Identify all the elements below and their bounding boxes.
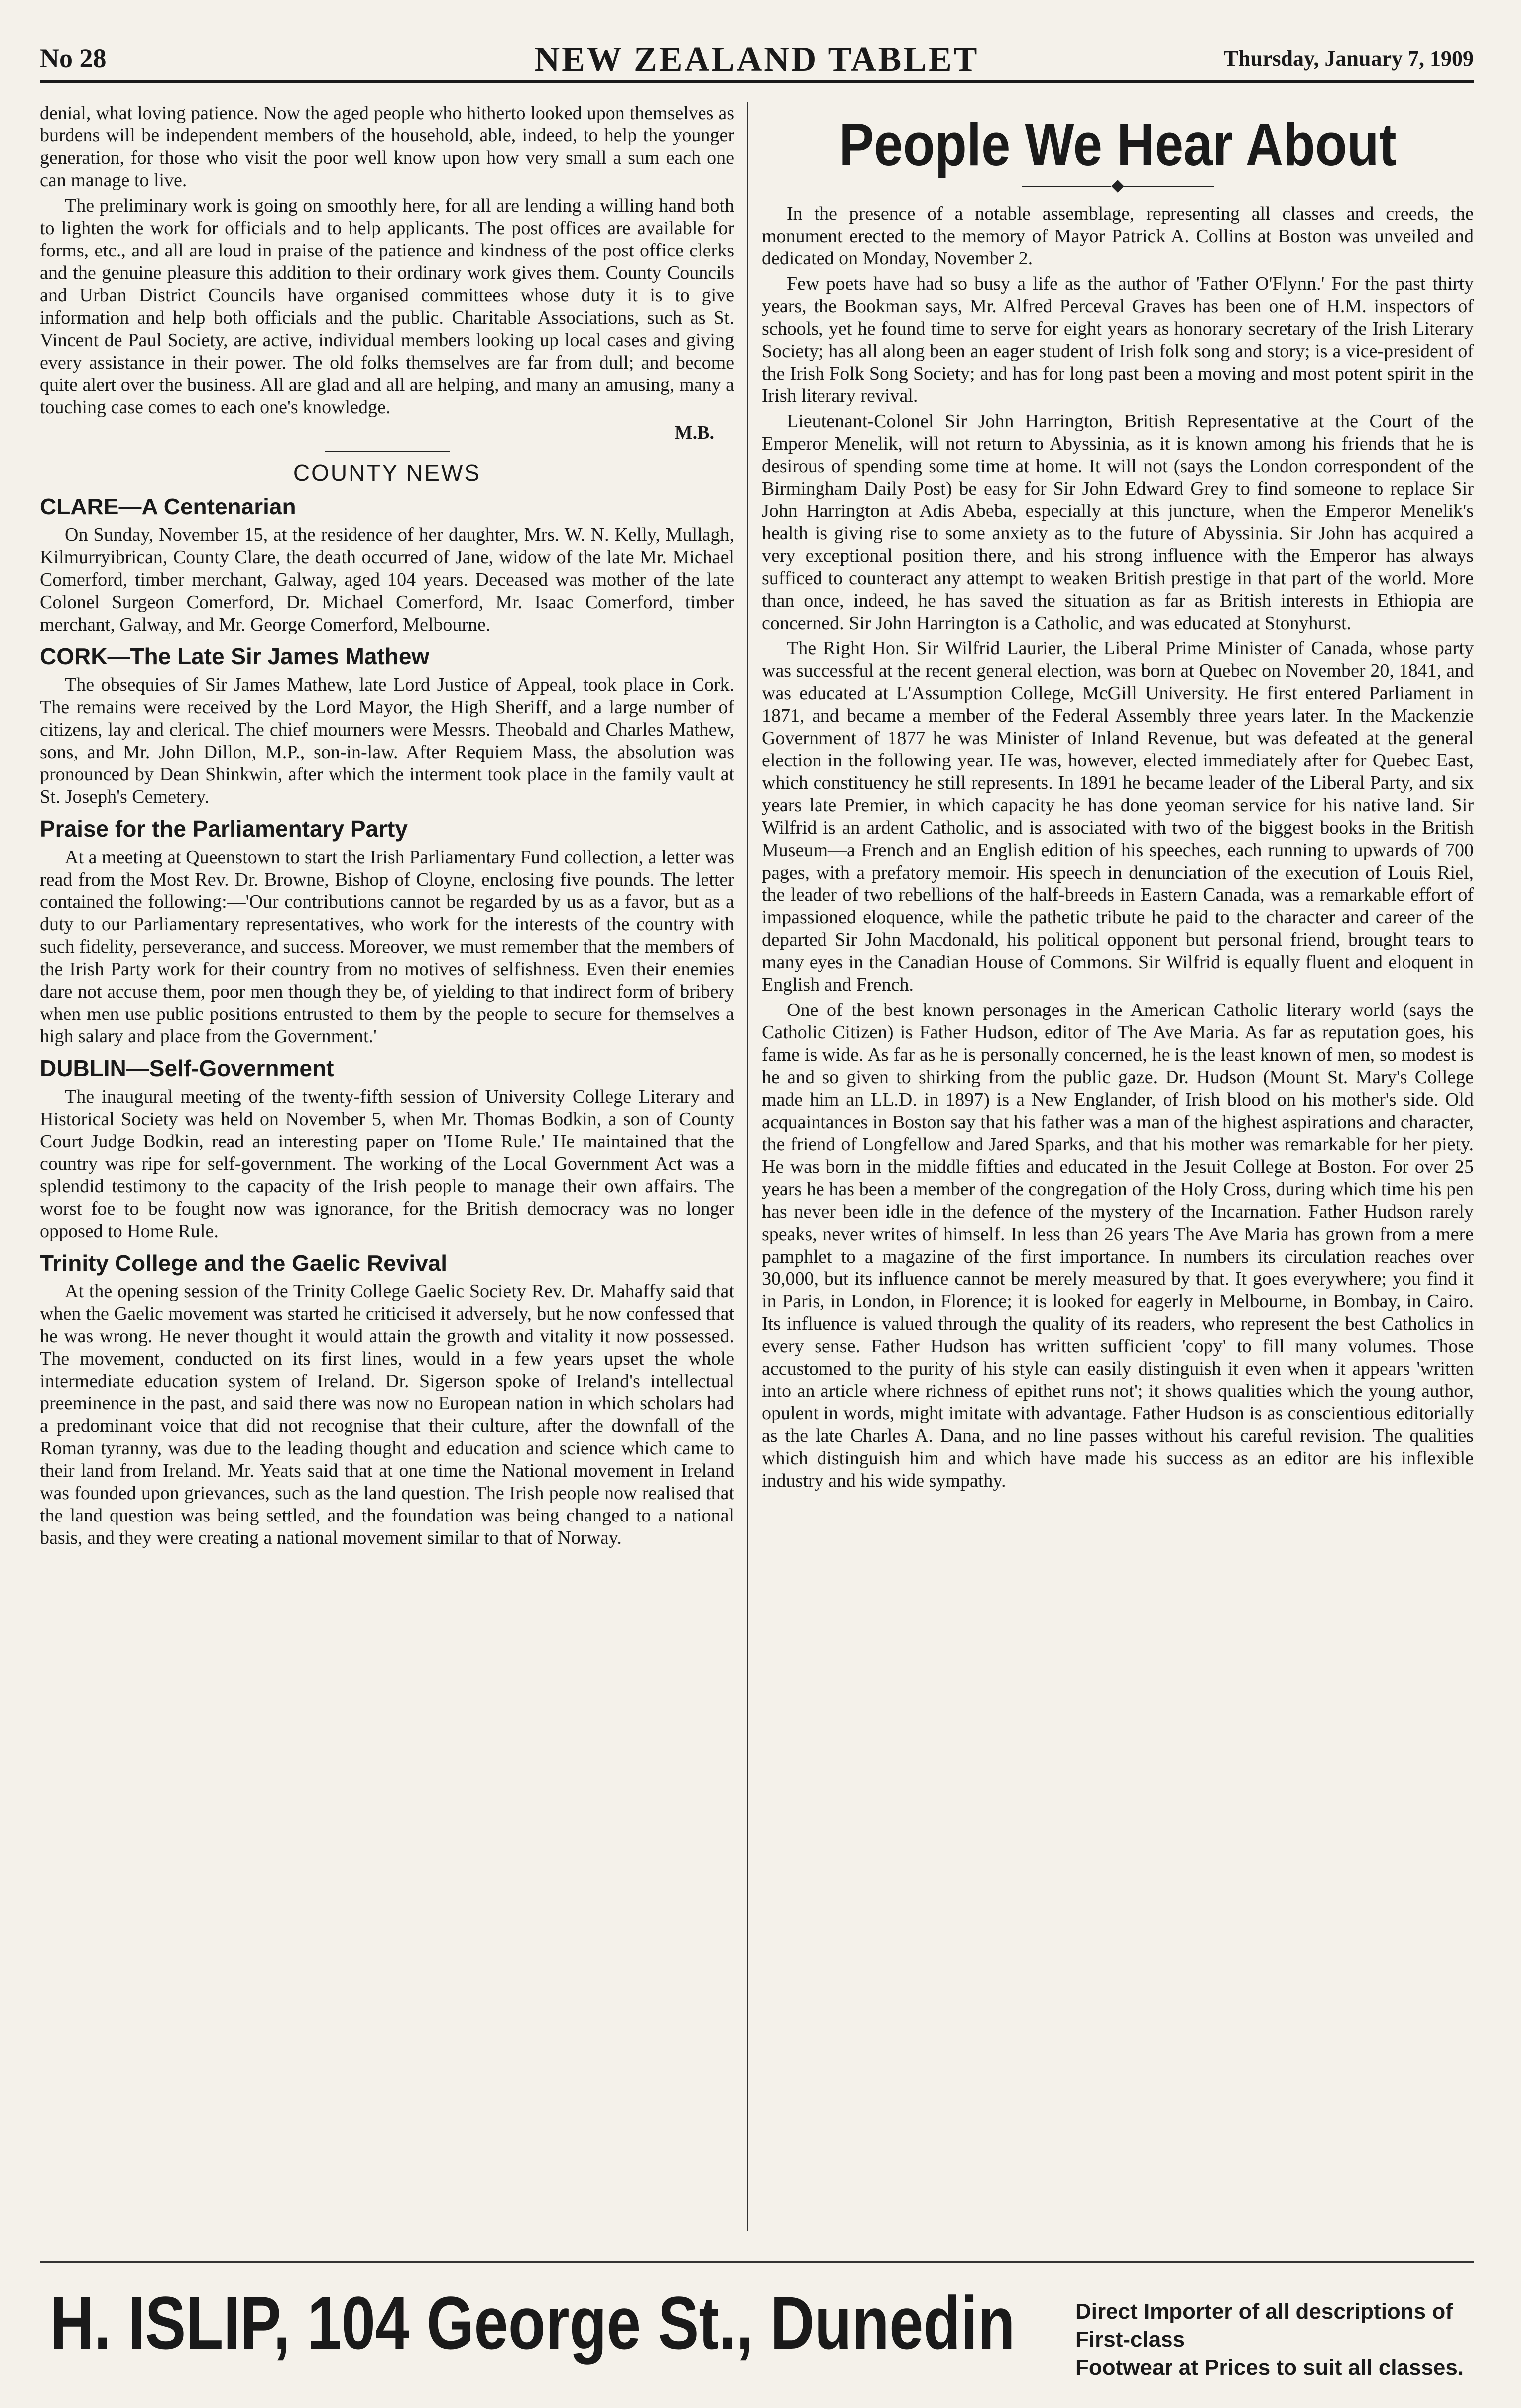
- article-paragraph: At the opening session of the Trinity College Gaelic Society Rev. Dr. Mahaffy said that when the Gaelic movement was started he criticised it adversely, but he now confessed that he was wrong. He never thought it would attain the growth and vitality it now possessed. The movement, conducted on its first lines, would in a few years upset the whole intermediate education system of Ireland. Dr. Sigerson spoke of Ireland's intellectual preeminence in the past, and said there was now no European nation in which scholars had a predominant voice that did not recognise that their culture, after the downfall of the Roman tyranny, was due to the leading thought and education and science which came to their land from Ireland. Mr. Yeats said that at one time the National movement in Ireland was founded upon grievances, such as the land question. The Irish people now realised that the land question was being settled, and the foundation was being changed to a national basis, and they were creating a national movement similar to that of Norway.: [40, 1281, 734, 1548]
- column-divider: [747, 102, 748, 2231]
- intro-paragraph: denial, what loving patience. Now the aged people who hitherto looked upon themselves as burdens will be independent members of the household, able, indeed, to help the younger generation, for those who visit the poor well know upon how very small a sum each one can manage to live.: [40, 103, 734, 191]
- issue-date: Thursday, January 7, 1909: [1223, 46, 1474, 71]
- publication-title: NEW ZEALAND TABLET: [534, 40, 979, 79]
- masthead: [40, 40, 1474, 83]
- article-heading: CLARE—A Centenarian: [40, 494, 296, 519]
- article-paragraph: The obsequies of Sir James Mathew, late Lord Justice of Appeal, took place in Cork. The remains were received by the Lord Mayor, the High Sheriff, and a large number of citizens, lay and clerical. The chief mourners were Messrs. Theobald and Charles Mathew, sons, and Mr. John Dillon, M.P., son-in-law. After Requiem Mass, the absolution was pronounced by Dean Shinkwin, after which the interment took place in the family vault at St. Joseph's Cemetery.: [40, 674, 734, 807]
- article-paragraph: The Right Hon. Sir Wilfrid Laurier, the Liberal Prime Minister of Canada, whose party was successful at the recent general election, was born at Quebec on November 20, 1841, and was educated at L'Assumption College, McGill University. He first entered Parliament in 1871, and became a member of the Federal Assembly three years later. In the Mackenzie Government of 1877 he was Minister of Inland Revenue, but was defeated at the general election in the following year. He was, however, elected immediately after for Quebec East, which constituency he still represents. In 1891 he became leader of the Liberal Party, and six years late Premier, in which capacity he has done yeoman service for his native land. Sir Wilfrid is an ardent Catholic, and is associated with two of the biggest books in the British Museum—a French and an English edition of his speeches, each running to upwards of 700 pages, with a prefatory memoir. His speech in denunciation of the execution of Louis Riel, the leader of two rebellions of the half-breeds in Eastern Canada, was a remarkable effort of impassioned eloquence, while the pathetic tribute he paid to the character and career of the departed Sir John Macdonald, his political opponent but personal friend, brought tears to many eyes in the Canadian House of Commons. Sir Wilfrid is equally fluent and eloquent in English and French.: [762, 638, 1474, 995]
- article-paragraph: The inaugural meeting of the twenty-fifth session of University College Literary and Historical Society was held on November 5, when Mr. Thomas Bodkin, a son of County Court Judge Bodkin, read an interesting paper on 'Home Rule.' He maintained that the country was ripe for self-government. The working of the Local Government Act was a splendid testimony to the capacity of the Irish people to manage their own affairs. The worst foe to be fought now was ignorance, for the British democracy was no longer opposed to Home Rule.: [40, 1086, 734, 1242]
- ornament-divider: [762, 182, 1474, 191]
- people-we-hear-about-headline: People We Hear About: [839, 111, 1397, 178]
- article-heading: CORK—The Late Sir James Mathew: [40, 643, 430, 669]
- tagline-line-1: Direct Importer of all descriptions of First-class: [1075, 2299, 1453, 2352]
- advertiser-tagline: [1075, 2298, 1484, 2382]
- advertiser-name: H. ISLIP, 104 George St., Dunedin: [50, 2281, 1015, 2365]
- article-paragraph: Few poets have had so busy a life as the author of 'Father O'Flynn.' For the past thirty years, the Bookman says, Mr. Alfred Perceval Graves has been one of H.M. inspectors of schools, yet he found time to serve for eight years as honorary secretary of the Irish Literary Society; has all along been an eager student of Irish folk song and story; is a vice-president of the Irish Folk Song Society; and has for long past been a moving and most potent spirit in the Irish literary revival.: [762, 273, 1474, 406]
- article-heading: DUBLIN—Self-Government: [40, 1055, 334, 1081]
- right-column: [762, 102, 1474, 2239]
- divider-rule: [325, 451, 450, 452]
- article-heading: Praise for the Parliamentary Party: [40, 816, 408, 842]
- left-column: [40, 102, 734, 2239]
- article-heading: Trinity College and the Gaelic Revival: [40, 1250, 448, 1276]
- article-paragraph: Lieutenant-Colonel Sir John Harrington, British Representative at the Court of the Emperor Menelik, will not return to Abyssinia, as it is known among his friends that he is desirous of spending some time at home. It will not (says the London correspondent of the Birmingham Daily Post) be easy for Sir John Edward Grey to find someone to replace Sir John Harrington at Adis Abeba, especially at this juncture, when the Emperor Menelik's health is giving rise to some anxiety as to the future of Abyssinia. Sir John has acquired a very exceptional position there, and his strong influence with the Emperor has always sufficed to counteract any attempt to weaken British prestige in that part of the world. More than once, indeed, he has saved the situation as far as British interests in Ethiopia are concerned. Sir John Harrington is a Catholic, and was educated at Stonyhurst.: [762, 411, 1474, 634]
- article-paragraph: On Sunday, November 15, at the residence of her daughter, Mrs. W. N. Kelly, Mullagh, Kilmurryibrican, County Clare, the death occurred of Jane, widow of the late Mr. Michael Comerford, timber merchant, Galway, aged 104 years. Deceased was mother of the late Colonel Surgeon Comerford, Dr. Michael Comerford, Mr. Isaac Comerford, timber merchant, Galway, and Mr. George Comerford, Melbourne.: [40, 524, 734, 635]
- county-news-title: COUNTY NEWS: [293, 460, 481, 486]
- intro-paragraph: The preliminary work is going on smoothly here, for all are lending a willing hand both to lighten the work for officials and to help applicants. The post offices are available for forms, etc., and all are loud in praise of the patience and kindness of the post office clerks and the genuine pleasure this addition to their ordinary work gives them. County Councils and Urban District Councils have organised committees whose duty it is to give information and help both officials and the public. Charitable Associations, such as St. Vincent de Paul Society, are active, individual members looking up local cases and giving every assistance in their power. The old folks themselves are far from dull; and become quite alert over the business. All are glad and all are helping, and many an amusing, many a touching case comes to each one's knowledge.: [40, 195, 734, 418]
- author-signature: M.B.: [674, 422, 714, 443]
- article-paragraph: One of the best known personages in the American Catholic literary world (says the Catholic Citizen) is Father Hudson, editor of The Ave Maria. As far as reputation goes, his fame is wide. As far as he is personally concerned, he is the least known of men, so modest is he and so given to shirking from the public gaze. Dr. Hudson (Mount St. Mary's College made him an LL.D. in 1897) is a New Englander, of Irish blood on his mother's side. Old acquaintances in Boston say that his father was a man of the highest aspirations and character, the friend of Longfellow and Jared Sparks, and that his mother was remarkable for her piety. He was born in the middle fifties and educated in the Jesuit College at Boston. For over 25 years he has been a member of the congregation of the Holy Cross, during which time his pen has never been idle in the defence of the mystery of the Incarnation. Father Hudson rarely speaks, never writes of himself. In less than 26 years The Ave Maria has grown from a mere pamphlet to a magazine of the first importance. In numbers its circulation reaches over 30,000, but its influence cannot be merely measured by that. It goes everywhere; you find it in Paris, in London, in Florence; it is looked for eagerly in Melbourne, in Bombay, in Cairo. Its influence is valued through the quality of its readers, who represent the best Catholics in every sense. Father Hudson has written sufficient 'copy' to fill many volumes. Those accustomed to the purity of his style can easily distinguish it even when it appears 'written into an article where richness of epithet runs not'; it shows qualities which the young author, opulent in words, might imitate with advantage. Father Hudson is as conscientious editorially as the late Charles A. Dana, and no line passes without his careful revision. The qualities which distinguish him and which have made his success as an editor are his inflexible industry and his wide sympathy.: [762, 1000, 1474, 1491]
- page-number: No 28: [40, 43, 107, 73]
- article-paragraph: At a meeting at Queenstown to start the Irish Parliamentary Fund collection, a letter was read from the Most Rev. Dr. Browne, Bishop of Cloyne, enclosing five pounds. The letter contained the following:—'Our contributions cannot be regarded by us as a favor, but as a duty to our Parliamentary representatives, who work for the interests of the country with such fidelity, perseverance, and success. Moreover, we must remember that the members of the Irish Party work for their country from no motives of selfishness. Even their enemies dare not accuse them, poor men though they be, of yielding to that indirect form of bribery when men use public positions entrusted to them by the people to secure for themselves a high salary and place from the Government.': [40, 847, 734, 1047]
- article-paragraph: In the presence of a notable assemblage, representing all classes and creeds, the monument erected to the memory of Mayor Patrick A. Collins at Boston was unveiled and dedicated on Monday, November 2.: [762, 203, 1474, 269]
- tagline-line-2: Footwear at Prices to suit all classes.: [1075, 2355, 1464, 2380]
- footer-advertisement: [40, 2261, 1474, 2378]
